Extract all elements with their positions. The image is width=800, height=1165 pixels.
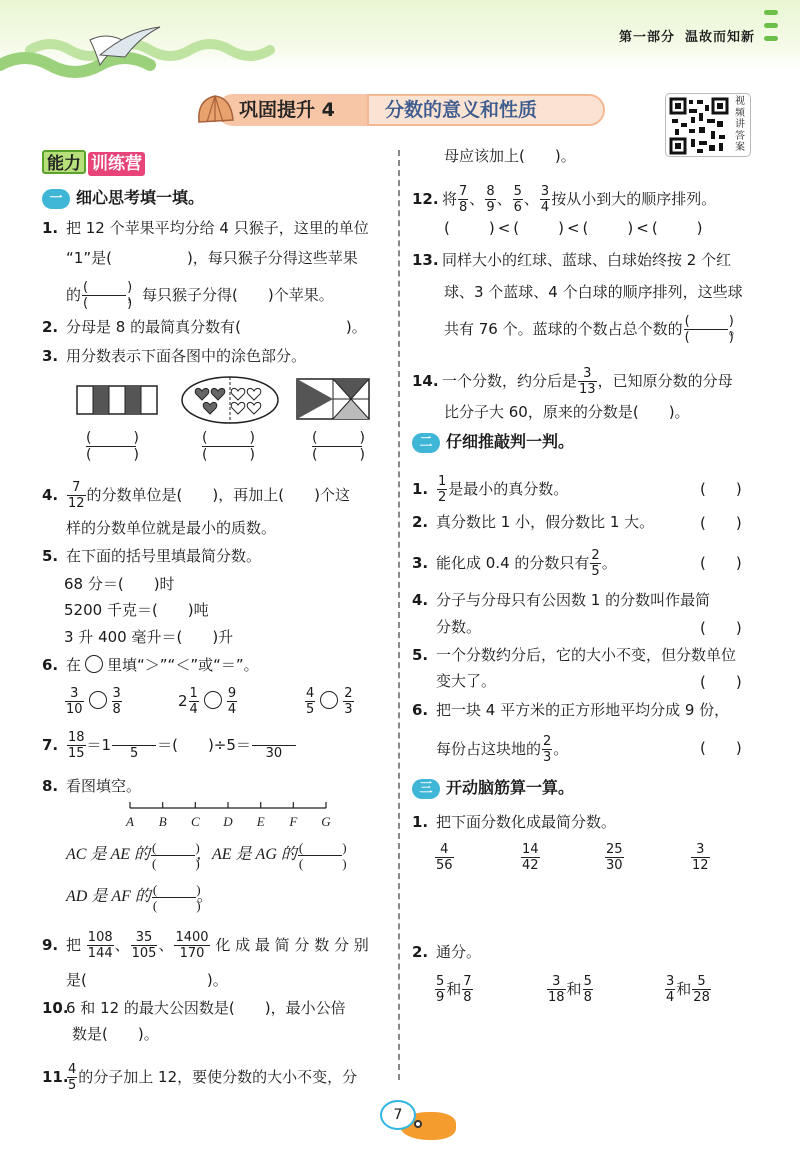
calc-1-fraction-4: $\frac{3}{12}$ xyxy=(692,842,709,873)
calc-2-pair-1: $\frac{5}{9}$ 和 $\frac{7}{8}$ xyxy=(436,974,472,1005)
point-label-f: F xyxy=(289,814,298,829)
question-1-line3: 的 $\frac{( )}{( )}$ ，每只猴子分得( )个苹果。 xyxy=(66,280,334,311)
header-part: 第一部分 xyxy=(618,30,675,45)
header-wave-decoration xyxy=(0,20,400,80)
question-11: 11. $\frac{4}{5}$ 的分子加上 12，要使分数的大小不变，分 xyxy=(42,1062,358,1093)
question-5-item3: 3 升 400 毫升＝( )升 xyxy=(64,628,234,646)
question-12: 12. 将 $\frac{7}{8}$ 、 $\frac{8}{9}$ 、 $\frac{5}{6}$ 、 $\frac{3}{4}$ 按从小到大的顺序排列。 xyxy=(412,184,717,215)
blank-fraction[interactable]: $\frac{( )}{( )}$ xyxy=(83,280,133,311)
compare-circle-icon xyxy=(85,655,103,673)
judge-2: 2. 真分数比 1 小，假分数比 1 大。 xyxy=(412,513,655,531)
judge-1-answer[interactable]: ( ) xyxy=(700,480,742,498)
question-10-line2: 数是( )。 xyxy=(72,1025,159,1043)
number-line xyxy=(120,798,338,832)
question-9: 9. 把 $\frac{108}{144}$ 、 $\frac{35}{105}$ 、 $\frac{1400}{170}$ 化 成 最 简 分 数 分 别 xyxy=(42,930,369,961)
judge-4: 4. 分子与分母只有公因数 1 的分数叫作最简 xyxy=(412,591,711,609)
question-8-line2: AD 是 AF 的 $\frac{( )}{( )}$ 。 xyxy=(66,882,213,913)
answer-fraction-3[interactable]: ( ) ( ) xyxy=(312,430,365,463)
judge-6-answer[interactable]: ( ) xyxy=(700,739,742,757)
point-label-e: E xyxy=(256,814,265,829)
question-4: 4. $\frac{7}{12}$ 的分数单位是( )，再加上( )个这 xyxy=(42,480,350,511)
question-9-line2: 是( )。 xyxy=(66,971,228,989)
answer-fraction-2[interactable]: ( ) ( ) xyxy=(202,430,255,463)
column-divider xyxy=(398,150,400,1080)
question-12-order-row[interactable]: ( )<( )<( )<( ) xyxy=(444,219,706,237)
figure-triangles-rectangle xyxy=(296,378,370,420)
judge-2-answer[interactable]: ( ) xyxy=(700,514,742,532)
header-part-label xyxy=(609,26,755,45)
question-2: 2. 分母是 8 的最简真分数有( )。 xyxy=(42,318,367,336)
compare-circle-icon[interactable] xyxy=(320,691,338,709)
lesson-title xyxy=(195,92,605,128)
figure-shaded-rectangle xyxy=(76,384,158,418)
lesson-title-number: 巩固提升 4 xyxy=(217,94,367,126)
question-1-line2: “1”是( )，每只猴子分得这些苹果 xyxy=(66,249,358,267)
shell-icon xyxy=(195,92,235,128)
judge-3: 3. 能化成 0.4 的分数只有 $\frac{2}{5}$ 。 xyxy=(412,548,617,579)
lesson-title-topic: 分数的意义和性质 xyxy=(367,94,605,126)
question-13-line3: 共有 76 个。蓝球的个数占总个数的 $\frac{( )}{( )}$ 。 xyxy=(444,314,744,345)
judge-1: 1. $\frac{1}{2}$ 是最小的真分数。 xyxy=(412,474,569,505)
question-4-line2: 样的分数单位就是最小的质数。 xyxy=(66,519,277,537)
question-10: 10.6 和 12 的最大公因数是( )，最小公倍 xyxy=(42,999,346,1017)
calc-2: 2. 通分。 xyxy=(412,943,482,961)
judge-6: 6. 把一块 4 平方米的正方形地平均分成 9 份， xyxy=(412,701,730,719)
question-3: 3. 用分数表示下面各图中的涂色部分。 xyxy=(42,347,307,365)
point-label-b: B xyxy=(158,814,167,829)
header-green-marks xyxy=(764,10,778,50)
calc-2-pair-2: $\frac{3}{18}$ 和 $\frac{5}{8}$ xyxy=(548,974,592,1005)
compare-circle-icon[interactable] xyxy=(204,691,222,709)
judge-5-answer[interactable]: ( ) xyxy=(700,673,742,691)
question-5-item2: 5200 千克＝( )吨 xyxy=(64,601,209,619)
compare-pair-2: 2 $\frac{1}{4}$ $\frac{9}{4}$ xyxy=(178,686,237,717)
judge-4-answer[interactable]: ( ) xyxy=(700,619,742,637)
section-judge: 二 仔细推敲判一判。 xyxy=(412,430,574,454)
question-1: 1. 把 12 个苹果平均分给 4 只猴子，这里的单位 xyxy=(42,219,369,237)
calc-2-pair-3: $\frac{3}{4}$ 和 $\frac{5}{28}$ xyxy=(666,974,710,1005)
point-label-g: G xyxy=(321,814,331,829)
ability-label: 能力 xyxy=(42,150,86,174)
ability-banner xyxy=(42,150,145,176)
question-13: 13. 同样大小的红球、蓝球、白球始终按 2 个红 xyxy=(412,251,732,269)
judge-6-line2: 每份占这块地的 $\frac{2}{3}$ 。 xyxy=(436,734,569,765)
judge-5: 5. 一个分数约分后，它的大小不变，但分数单位 xyxy=(412,646,737,664)
question-5: 5. 在下面的括号里填最简分数。 xyxy=(42,547,262,565)
qr-label: 视 频 讲 答 案 xyxy=(735,96,745,153)
answer-fraction-1[interactable]: ( ) ( ) xyxy=(86,430,139,463)
qr-code-icon[interactable] xyxy=(669,97,729,155)
compare-pair-3: $\frac{4}{5}$ $\frac{2}{3}$ xyxy=(306,686,353,717)
header-subtitle: 温故而知新 xyxy=(684,30,755,45)
question-8-line1: AC 是 AE 的 $\frac{( )}{( )}$ ，AE 是 AG 的 $\frac{( )}{( )}$ xyxy=(66,840,347,871)
judge-4-line2: 分数。 xyxy=(436,618,482,636)
calc-1-fraction-2: $\frac{14}{42}$ xyxy=(522,842,539,873)
compare-pair-1: $\frac{3}{10}$ $\frac{3}{8}$ xyxy=(66,686,121,717)
judge-3-answer[interactable]: ( ) xyxy=(700,554,742,572)
question-11-continued: 母应该加上( )。 xyxy=(444,147,576,165)
calc-1-fraction-3: $\frac{25}{30}$ xyxy=(606,842,623,873)
calc-1-fraction-1: $\frac{4}{56}$ xyxy=(436,842,453,873)
training-camp-label: 训练营 xyxy=(88,152,145,176)
point-label-d: D xyxy=(223,814,233,829)
section-fill-in: 一 细心思考填一填。 xyxy=(42,186,204,210)
question-8: 8. 看图填空。 xyxy=(42,777,142,795)
question-5-item1: 68 分＝( )时 xyxy=(64,575,175,593)
question-13-line2: 球、3 个蓝球、4 个白球的顺序排列，这些球 xyxy=(444,283,743,301)
question-7: 7. $\frac{18}{15}$ ＝1 5 ＝( )÷5＝ 30 xyxy=(42,730,297,761)
question-14-line2: 比分子大 60，原来的分数是( )。 xyxy=(444,403,690,421)
page-number: 7 xyxy=(380,1100,416,1130)
point-label-c: C xyxy=(190,814,200,829)
figure-hearts-ellipse xyxy=(180,375,280,425)
point-label-a: A xyxy=(126,814,134,829)
judge-5-line2: 变大了。 xyxy=(436,672,497,690)
question-6: 6. 在 里填“＞”“＜”或“＝”。 xyxy=(42,656,259,674)
compare-circle-icon[interactable] xyxy=(89,691,107,709)
question-14: 14. 一个分数，约分后是 $\frac{3}{13}$ ，已知原分数的分母 xyxy=(412,366,733,397)
section-calc: 三 开动脑筋算一算。 xyxy=(412,776,574,800)
calc-1: 1. 把下面分数化成最简分数。 xyxy=(412,813,617,831)
